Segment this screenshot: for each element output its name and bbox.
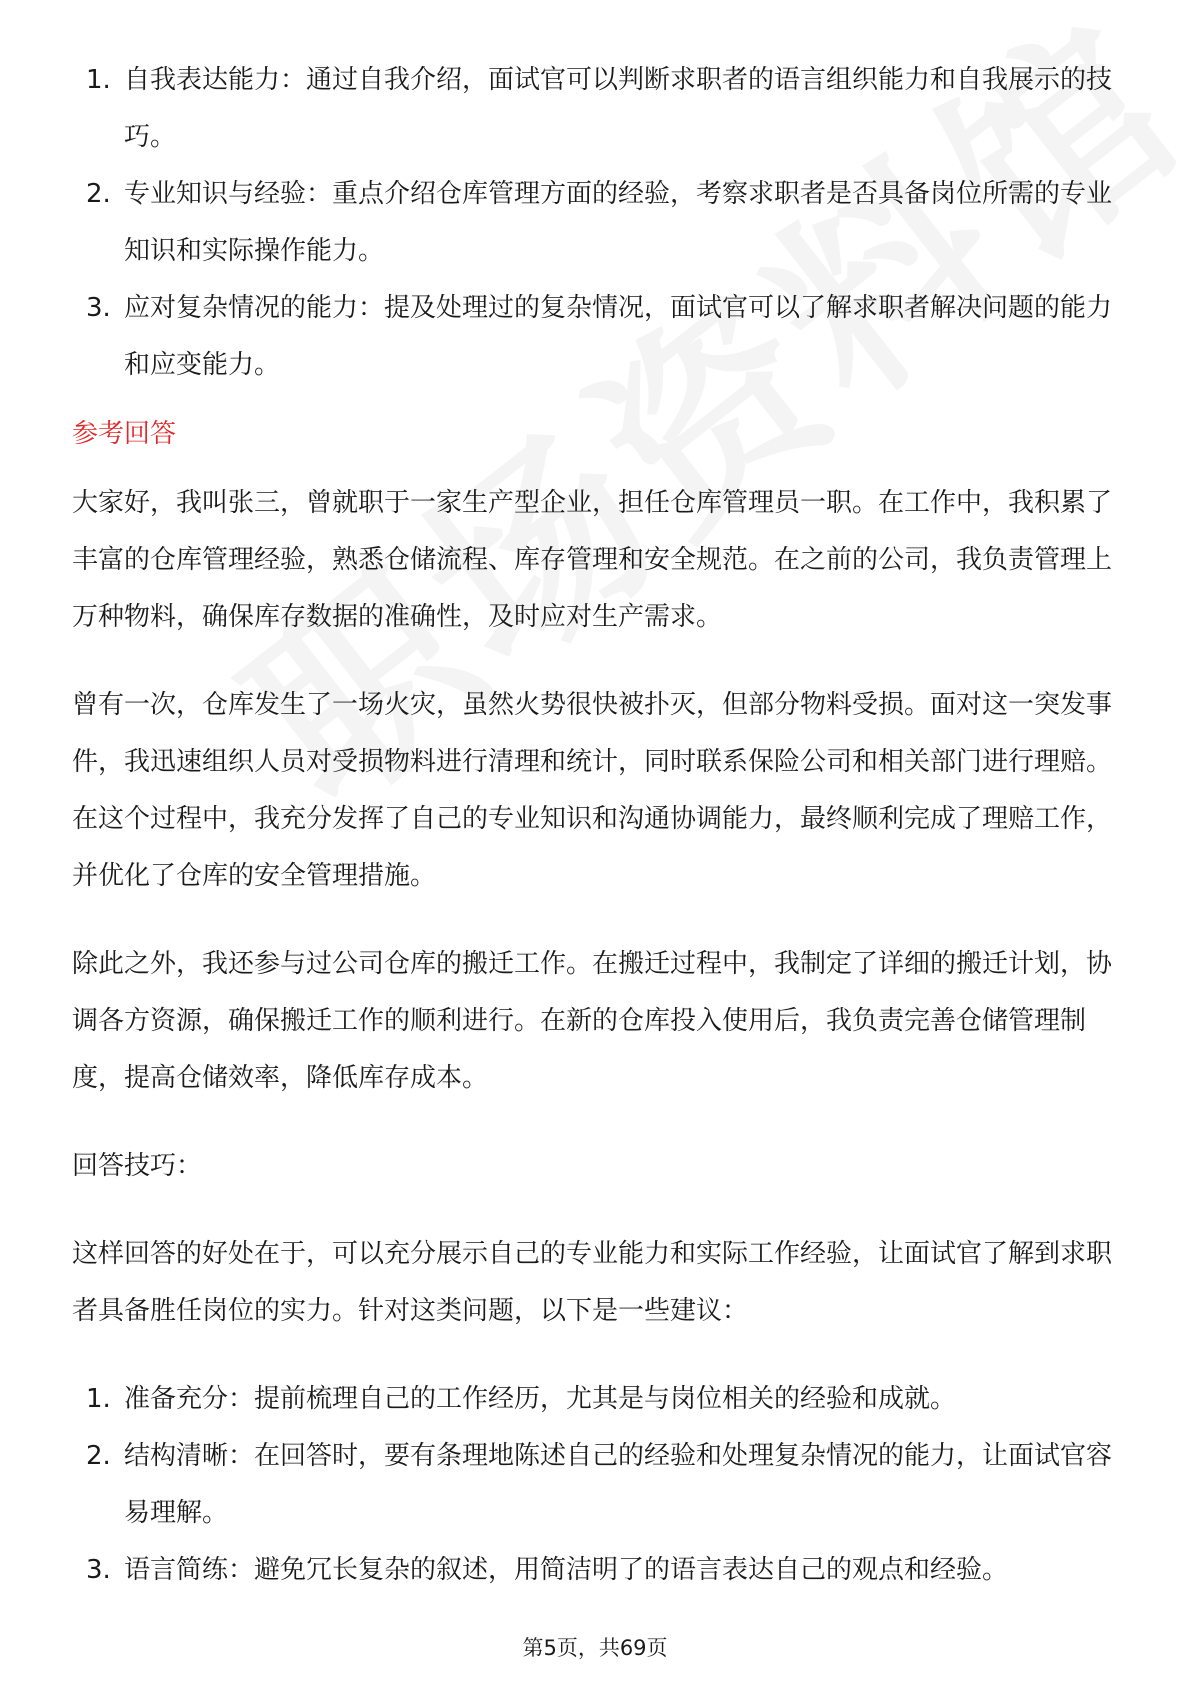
list-item xyxy=(72,166,1118,280)
list-number: 3. xyxy=(86,1555,111,1585)
paragraph-tips-intro: 这样回答的好处在于，可以充分展示自己的专业能力和实际工作经验，让面试官了解到求职者具备胜任岗位的实力。针对这类问题，以下是一些建议： xyxy=(72,1239,1113,1326)
list-item xyxy=(72,1428,1118,1542)
list-number: 1. xyxy=(86,65,111,95)
paragraph-intro: 大家好，我叫张三，曾就职于一家生产型企业，担任仓库管理员一职。在工作中，我积累了丰富的仓库管理经验，熟悉仓储流程、库存管理和安全规范。在之前的公司，我负责管理上万种物料，确保库存数据的准确性，及时应对生产需求。 xyxy=(72,488,1113,632)
list-text: 专业知识与经验：重点介绍仓库管理方面的经验，考察求职者是否具备岗位所需的专业知识和实际操作能力。 xyxy=(124,179,1113,266)
list-text: 准备充分：提前梳理自己的工作经历，尤其是与岗位相关的经验和成就。 xyxy=(124,1384,957,1414)
list-number: 3. xyxy=(86,293,111,323)
list-number: 1. xyxy=(86,1384,111,1414)
list-text: 语言简练：避免冗长复杂的叙述，用简洁明了的语言表达自己的观点和经验。 xyxy=(124,1555,1009,1585)
list-item xyxy=(72,280,1118,394)
list-number: 2. xyxy=(86,1441,111,1471)
list-item xyxy=(72,52,1118,166)
list-text: 结构清晰：在回答时，要有条理地陈述自己的经验和处理复杂情况的能力，让面试官容易理解。 xyxy=(124,1441,1113,1528)
list-item xyxy=(72,1542,1118,1599)
list-text: 自我表达能力：通过自我介绍，面试官可以判断求职者的语言组织能力和自我展示的技巧。 xyxy=(124,65,1113,152)
paragraph-relocation: 除此之外，我还参与过公司仓库的搬迁工作。在搬迁过程中，我制定了详细的搬迁计划，协调各方资源，确保搬迁工作的顺利进行。在新的仓库投入使用后，我负责完善仓储管理制度，提高仓储效率，降低库存成本。 xyxy=(72,949,1113,1093)
top-list xyxy=(72,52,1118,394)
list-item xyxy=(72,1371,1118,1428)
page-footer: 第5页，共69页 xyxy=(522,1636,668,1660)
paragraph-tips-heading: 回答技巧： xyxy=(72,1151,203,1181)
section-title: 参考回答 xyxy=(72,419,177,449)
list-text: 应对复杂情况的能力：提及处理过的复杂情况，面试官可以了解求职者解决问题的能力和应变能力。 xyxy=(124,293,1113,380)
page-content xyxy=(72,52,1118,1599)
bottom-list xyxy=(72,1371,1118,1599)
list-number: 2. xyxy=(86,179,111,209)
paragraph-incident: 曾有一次，仓库发生了一场火灾，虽然火势很快被扑灭，但部分物料受损。面对这一突发事件，我迅速组织人员对受损物料进行清理和统计，同时联系保险公司和相关部门进行理赔。在这个过程中，我充分发挥了自己的专业知识和沟通协调能力，最终顺利完成了理赔工作，并优化了仓库的安全管理措施。 xyxy=(72,690,1113,891)
